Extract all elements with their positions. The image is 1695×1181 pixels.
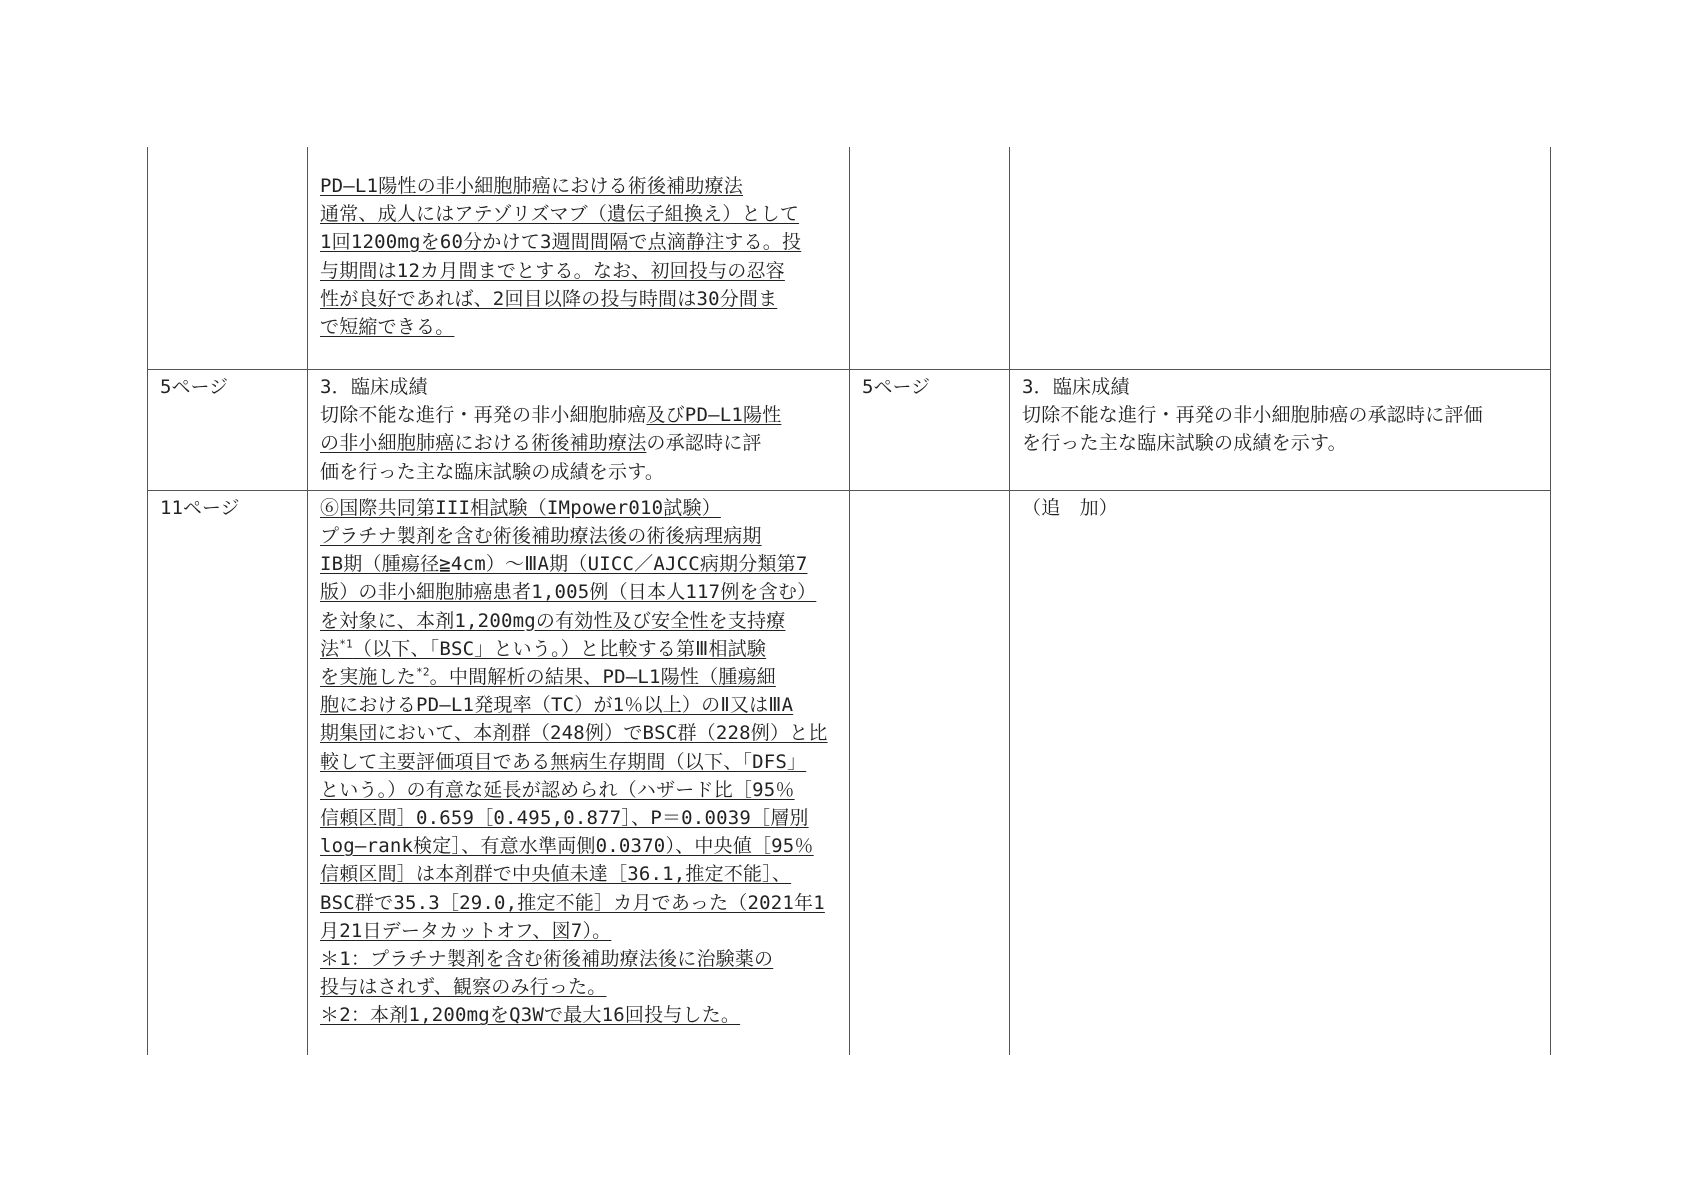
text-line: [320, 494, 839, 522]
text-line: [320, 663, 839, 691]
revised-text: 投与はされず、観察のみ行った。: [320, 976, 607, 999]
revised-text: 通常、成人にはアテゾリズマブ（遺伝子組換え）として: [320, 203, 800, 226]
new-page-cell: [148, 147, 308, 370]
revised-text: 期集団において、本剤群（248例）でBSC群（228例）と比: [320, 722, 828, 745]
revised-text: を対象に、本剤1,200mgの有効性及び安全性を支持療: [320, 609, 786, 632]
revised-text: BSC群で35.3［29.0,推定不能］カ月であった（2021年1: [320, 891, 825, 914]
revised-text: PD―L1陽性の非小細胞肺癌における術後補助療法: [320, 175, 743, 197]
revised-text: 信頼区間］は本剤群で中央値未達［36.1,推定不能］、: [320, 863, 792, 886]
old-text-cell: [1010, 147, 1551, 370]
new-text-cell: [308, 370, 850, 491]
text-line: [320, 748, 839, 776]
text-line: [320, 550, 839, 578]
revised-text: で短縮できる。: [320, 316, 455, 339]
text-line: [320, 458, 839, 486]
plain-text: 3．臨床成績: [320, 376, 428, 398]
revised-text: という。）の有意な延長が認められ（ハザード比［95％: [320, 778, 795, 801]
text-line: [320, 776, 839, 804]
plain-text: の承認時に評: [646, 432, 762, 455]
revised-text: を実施した: [320, 666, 417, 689]
revised-text: 。中間解析の結果、PD―L1陽性（腫瘍細: [429, 666, 776, 689]
new-page-cell: 5ページ: [148, 370, 308, 491]
plain-text: 価を行った主な臨床試験の成績を示す。: [320, 460, 665, 483]
revised-text: 信頼区間］0.659［0.495,0.877］、P＝0.0039［層別: [320, 807, 809, 830]
text-line: [320, 804, 839, 832]
text-line: [320, 607, 839, 635]
text-line: [320, 522, 839, 550]
text-line: [320, 285, 839, 313]
revised-text: の非小細胞肺癌における術後補助療法: [320, 432, 647, 455]
table-row: [148, 147, 1551, 370]
footnote-marker: *2: [416, 665, 430, 679]
old-text-cell: [1010, 490, 1551, 1055]
revised-text: IB期（腫瘍径≧4cm）～ⅢA期（UICC／AJCC病期分類第7: [320, 553, 808, 576]
text-line: [320, 200, 839, 228]
text-line: [320, 401, 839, 429]
text-line: [320, 228, 839, 256]
text-line: [320, 889, 839, 917]
text-line: [320, 945, 839, 973]
text-line: [320, 832, 839, 860]
text-line: [320, 860, 839, 888]
text-line: [320, 429, 839, 457]
old-page-cell: [850, 147, 1010, 370]
revised-text: 与期間は12カ月間までとする。なお、初回投与の忍容: [320, 259, 785, 282]
text-line: [320, 719, 839, 747]
plain-text: 切除不能な進行・再発の非小細胞肺癌: [320, 404, 647, 427]
text-line: [320, 973, 839, 1001]
footnote-marker: *1: [339, 637, 353, 651]
revised-text: 1回1200mgを60分かけて3週間間隔で点滴静注する。投: [320, 231, 802, 254]
revised-text: 版）の非小細胞肺癌患者1,005例（日本人117例を含む）: [320, 581, 817, 604]
text-line: [320, 257, 839, 285]
revised-text: 胞におけるPD―L1発現率（TC）が1％以上）のⅡ又はⅢA: [320, 694, 794, 717]
text-line: [320, 635, 839, 663]
text-line: 切除不能な進行・再発の非小細胞肺癌の承認時に評価: [1022, 404, 1483, 427]
revised-text: 較して主要評価項目である無病生存期間（以下、「DFS」: [320, 750, 807, 773]
text-line: [320, 691, 839, 719]
revised-text: 及びPD―L1陽性: [646, 404, 782, 427]
text-line: 3．臨床成績: [1022, 376, 1130, 398]
text-line: [320, 373, 839, 401]
revised-text: 性が良好であれば、2回目以降の投与時間は30分間ま: [320, 287, 778, 310]
revised-text: （以下、「BSC」という。）と比較する第Ⅲ相試験: [352, 637, 767, 660]
new-page-cell: 11ページ: [148, 490, 308, 1055]
new-text-cell: [308, 490, 850, 1055]
old-page-cell: [850, 490, 1010, 1055]
text-line: を行った主な臨床試験の成績を示す。: [1022, 432, 1347, 455]
revised-text: ＊2：本剤1,200mgをQ3Wで最大16回投与した。: [320, 1004, 741, 1027]
table-row: [148, 370, 1551, 491]
new-text-cell: [308, 147, 850, 370]
old-page-cell: 5ページ: [850, 370, 1010, 491]
underlined-marker: [416, 666, 430, 688]
revised-text: 月21日データカットオフ、図7）。: [320, 919, 612, 942]
revised-text: 法: [320, 637, 340, 660]
text-line: [320, 578, 839, 606]
text-line: [320, 1001, 839, 1029]
revised-text: プラチナ製剤を含む術後補助療法後の術後病理病期: [320, 525, 762, 548]
table-row: [148, 490, 1551, 1055]
text-line: （追 加）: [1022, 496, 1119, 519]
text-line: [320, 172, 839, 200]
old-text-cell: [1010, 370, 1551, 491]
revised-text: ＊1：プラチナ製剤を含む術後補助療法後に治験薬の: [320, 948, 774, 971]
underlined-marker: [339, 638, 353, 660]
revised-text: ⑥国際共同第III相試験（IMpower010試験）: [320, 496, 721, 519]
comparison-table: [147, 147, 1551, 1055]
text-line: [320, 313, 839, 341]
text-line: [320, 917, 839, 945]
revised-text: log―rank検定］、有意水準両側0.0370）、中央値［95％: [320, 835, 814, 858]
